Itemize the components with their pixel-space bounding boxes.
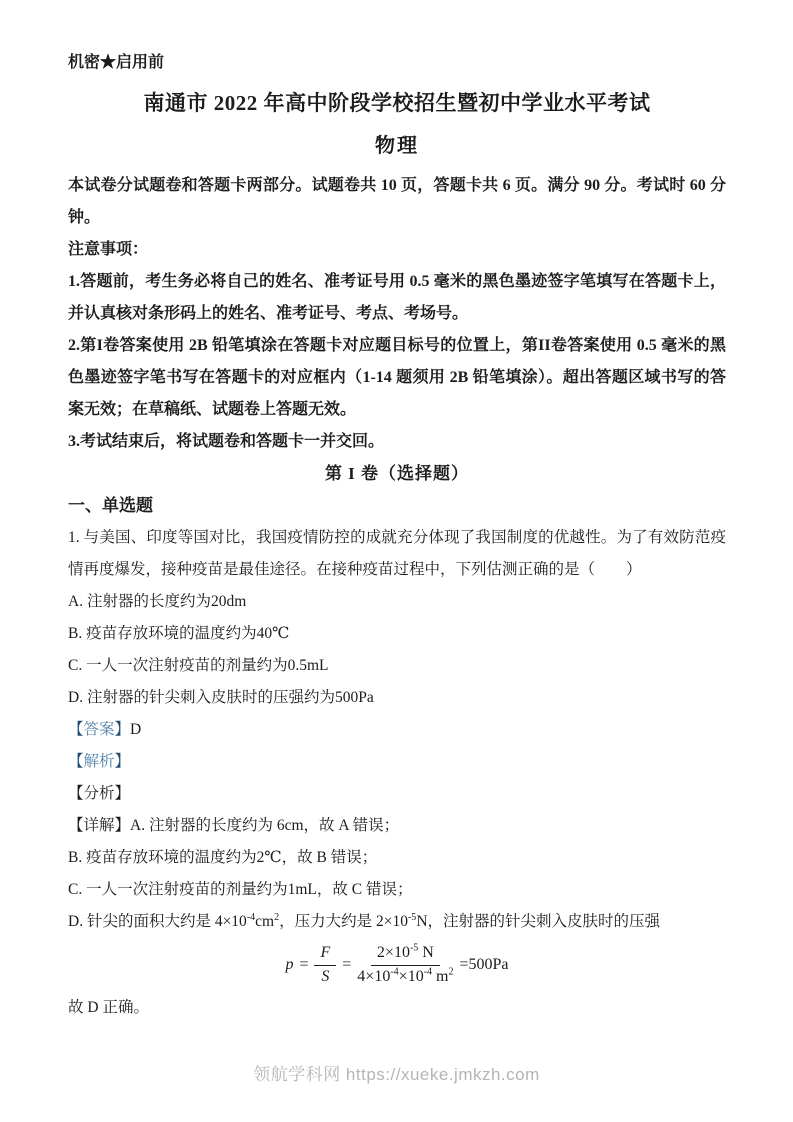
- answer-tag-bracket-open: 【: [68, 721, 84, 738]
- note-3: 3.考试结束后，将试题卷和答题卡一并交回。: [68, 433, 385, 450]
- option-d: D. 注射器的针尖刺入皮肤时的压强约为500Pa: [68, 689, 374, 706]
- formula-result: =500Pa: [459, 955, 509, 973]
- detail-line-d: D. 针尖的面积大约是 $4\times 10^{-4}cm^2$，压力大约是 $2\times 10^{-5}N$，注射器的针尖刺入皮肤时的压强: [68, 911, 661, 930]
- notes-heading: 注意事项：: [68, 241, 149, 258]
- option-b: B. 疫苗存放环境的温度约为40℃: [68, 625, 290, 642]
- detail-line-a: 【详解】A. 注射器的长度约为 6cm，故 A 错误；: [68, 817, 400, 834]
- subject-title: 物理: [375, 135, 419, 157]
- exam-intro: 本试卷分试题卷和答题卡两部分。试题卷共 10 页，答题卡共 6 页。满分 90 分。考试时 60 分钟。: [68, 177, 726, 226]
- footer-watermark: 领航学科网 https://xueke.jmkzh.com: [253, 1065, 540, 1084]
- subsection-title-single-choice: 一、单选题: [68, 496, 153, 515]
- analysis-tag-bracket-close: 】: [114, 753, 131, 770]
- formula-fraction-numeric: [357, 943, 453, 988]
- analysis-tag-bracket-open: 【: [68, 753, 84, 770]
- confidential-label: 机密★启用前: [68, 54, 165, 71]
- formula-numerator-value: $2\times 10^{-5}$ N: [371, 943, 440, 966]
- formula-lhs: p: [285, 955, 294, 973]
- option-c: C. 一人一次注射疫苗的剂量约为0.5mL: [68, 657, 329, 674]
- answer-tag-label: 答案: [83, 721, 115, 738]
- analysis-tag-line: [68, 746, 726, 778]
- note-1: 1.答题前，考生务必将自己的姓名、准考证号用 0.5 毫米的黑色墨迹签字笔填写在答题卡上，并认真核对条形码上的姓名、准考证号、考点、考场号。: [68, 273, 726, 322]
- formula-numerator-f: F: [314, 943, 336, 966]
- exam-title: 南通市 2022 年高中阶段学校招生暨初中学业水平考试: [143, 91, 651, 115]
- analysis-tag-label: 解析: [83, 753, 115, 770]
- section-title: 第 I 卷（选择题）: [324, 464, 470, 483]
- formula-equals-2: =: [342, 955, 352, 973]
- answer-line: [68, 714, 726, 746]
- answer-value: D: [130, 721, 142, 738]
- answer-tag-bracket-close: 】: [114, 721, 131, 738]
- detail-line-c: C. 一人一次注射疫苗的剂量约为1mL，故 C 错误；: [68, 881, 413, 898]
- detail-line-b: B. 疫苗存放环境的温度约为2℃，故 B 错误；: [68, 849, 378, 866]
- option-a: A. 注射器的长度约为20dm: [68, 593, 247, 610]
- conclusion-line: 故 D 正确。: [68, 999, 149, 1016]
- formula-denominator-value: $4\times 10^{-4}\times 10^{-4}$ $m^2$: [357, 966, 454, 985]
- question-stem: 1. 与美国、印度等国对比，我国疫情防控的成就充分体现了我国制度的优越性。为了有效防范疫情再度爆发，接种疫苗是最佳途径。在接种疫苗过程中，下列估测正确的是（ ）: [68, 529, 726, 578]
- fenxi-tag-line: 【分析】: [68, 785, 131, 802]
- note-2: 2.第I卷答案使用 2B 铅笔填涂在答题卡对应题目标号的位置上，第II卷答案使用 0.5 毫米的黑色墨迹签字笔书写在答题卡的对应框内（1-14 题须用 2B 铅笔填涂）。超出答题区域书写的答案无效；在草稿纸、试题卷上答题无效。: [68, 337, 726, 418]
- formula-denominator-s: S: [321, 967, 330, 985]
- formula-fraction-symbolic: [314, 943, 336, 988]
- formula-equals-1: =: [299, 955, 309, 973]
- pressure-formula: [68, 938, 726, 992]
